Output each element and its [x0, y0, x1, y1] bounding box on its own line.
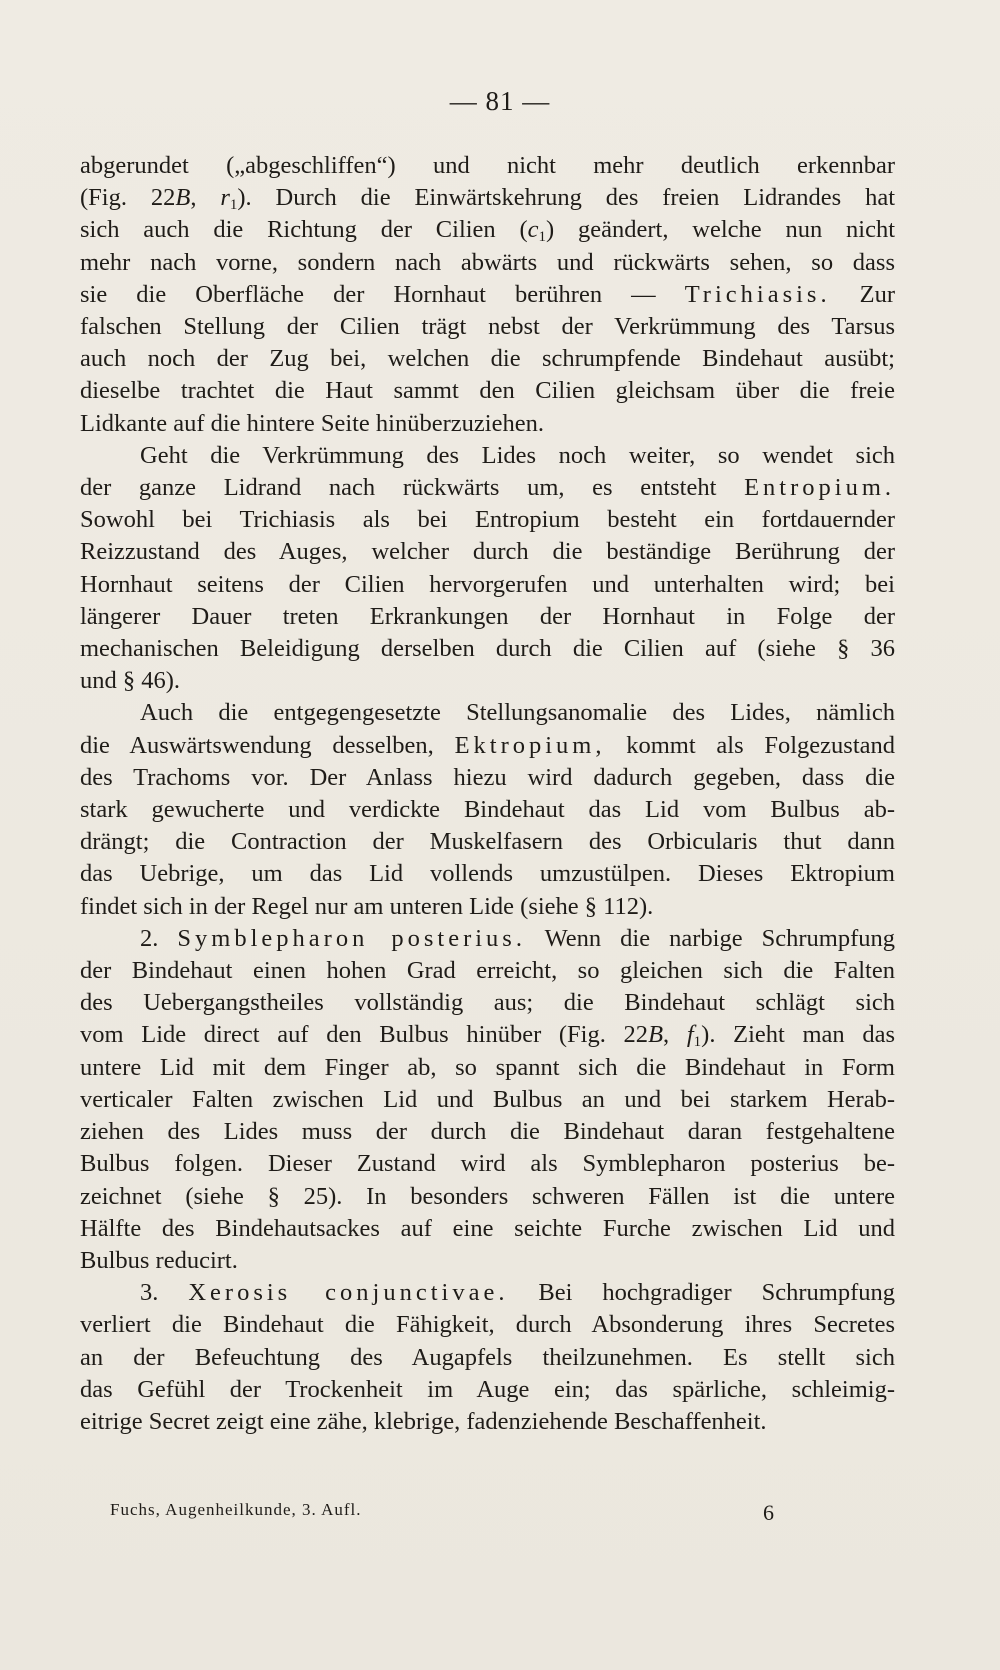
text-line: der Bindehaut einen hohen Grad erreicht, so gleichen sich die Falten — [80, 957, 895, 985]
text-line: Sowohl bei Trichiasis als bei Entropium besteht ein fortdauernder — [80, 506, 895, 534]
text-line: stark gewucherte und verdickte Bindehaut das Lid vom Bulbus ab- — [80, 796, 895, 824]
text-line: untere Lid mit dem Finger ab, so spannt sich die Bindehaut in Form — [80, 1053, 895, 1081]
text-line: Hornhaut seitens der Cilien hervorgerufen und unterhalten wird; bei — [80, 570, 895, 598]
text-line: die Auswärtswendung desselben, Ektropium, kommt als Folgezustand — [80, 731, 896, 759]
text-line: der ganze Lidrand nach rückwärts um, es entsteht Entropium. — [80, 474, 895, 502]
text-line: (Fig. 22B, $r_1$). Durch die Einwärtskehrung des freien Lidrandes hat — [80, 184, 896, 214]
text-line: längerer Dauer treten Erkrankungen der Hornhaut in Folge der — [80, 602, 895, 630]
text-line: verticaler Falten zwischen Lid und Bulbus an und bei starkem Herab- — [80, 1085, 895, 1113]
text-line: abgerundet („abgeschliffen“) und nicht mehr deutlich erkennbar — [80, 152, 895, 179]
text-line: Bulbus reducirt. — [80, 1246, 238, 1274]
text-line: Hälfte des Bindehautsackes auf eine seichte Furche zwischen Lid und — [80, 1214, 895, 1242]
text-line: ziehen des Lides muss der durch die Bindehaut daran festgehaltene — [80, 1118, 895, 1146]
page-number: — 81 — — [449, 86, 551, 116]
text-line: Geht die Verkrümmung des Lides noch weiter, so wendet sich — [140, 441, 895, 469]
text-line: an der Befeuchtung des Augapfels theilzunehmen. Es stellt sich — [80, 1343, 895, 1371]
spaced-term: Ektropium, — [454, 731, 606, 759]
text-line: falschen Stellung der Cilien trägt nebst der Verkrümmung des Tarsus — [80, 313, 895, 341]
text-line: zeichnet (siehe § 25). In besonders schweren Fällen ist die untere — [80, 1182, 895, 1210]
spaced-term: Trichiasis. — [684, 280, 831, 308]
text-line: findet sich in der Regel nur am unteren Lide (siehe § 112). — [80, 892, 654, 920]
text-line: drängt; die Contraction der Muskelfasern des Orbicularis thut dann — [80, 828, 895, 856]
footer-signature: Fuchs, Augenheilkunde, 3. Aufl. — [110, 1500, 362, 1519]
text-line: 3. Xerosis conjunctivae. Bei hochgradiger Schrumpfung — [140, 1279, 895, 1307]
text-line: auch noch der Zug bei, welchen die schrumpfende Bindehaut ausübt; — [80, 345, 895, 373]
text-line: des Uebergangstheiles vollständig aus; die Bindehaut schlägt sich — [80, 989, 895, 1017]
text-line: Bulbus folgen. Dieser Zustand wird als Symblepharon posterius be- — [80, 1150, 895, 1178]
text-line: des Trachoms vor. Der Anlass hiezu wird dadurch gegeben, dass die — [80, 763, 895, 791]
text-line: und § 46). — [80, 667, 181, 695]
section-heading: Xerosis conjunctivae. — [188, 1279, 509, 1307]
spaced-term: Entropium. — [744, 474, 895, 502]
text-line: dieselbe trachtet die Haut sammt den Cilien gleichsam über die freie — [80, 377, 895, 405]
text-line: eitrige Secret zeigt eine zähe, klebrige, fadenziehende Beschaffenheit. — [80, 1407, 767, 1435]
section-heading: Symblepharon posterius. — [177, 924, 526, 952]
text-line: das Uebrige, um das Lid vollends umzustülpen. Dieses Ektropium — [80, 860, 895, 888]
text-line: mechanischen Beleidigung derselben durch die Cilien auf (siehe § 36 — [80, 635, 895, 663]
text-line: Reizzustand des Auges, welcher durch die beständige Berührung der — [80, 538, 895, 566]
footer-sheet-number: 6 — [763, 1500, 774, 1525]
text-line: das Gefühl der Trockenheit im Auge ein; das spärliche, schleimig- — [80, 1375, 895, 1403]
text-line: mehr nach vorne, sondern nach abwärts und rückwärts sehen, so dass — [80, 248, 895, 276]
text-line: sich auch die Richtung der Cilien $(c_1)$ geändert, welche nun nicht — [80, 216, 895, 246]
text-line: vom Lide direct auf den Bulbus hinüber (Fig. 22B, $f_1$). Zieht man das — [80, 1021, 896, 1051]
text-line: Auch die entgegengesetzte Stellungsanomalie des Lides, nämlich — [140, 699, 895, 727]
text-line: 2. Symblepharon posterius. Wenn die narbige Schrumpfung — [140, 924, 895, 952]
body-text — [80, 150, 895, 1438]
text-line: Lidkante auf die hintere Seite hinüberzuziehen. — [80, 409, 544, 437]
text-line: verliert die Bindehaut die Fähigkeit, durch Absonderung ihres Secretes — [80, 1311, 895, 1339]
text-line: sie die Oberfläche der Hornhaut berühren — Trichiasis. Zur — [80, 280, 896, 308]
